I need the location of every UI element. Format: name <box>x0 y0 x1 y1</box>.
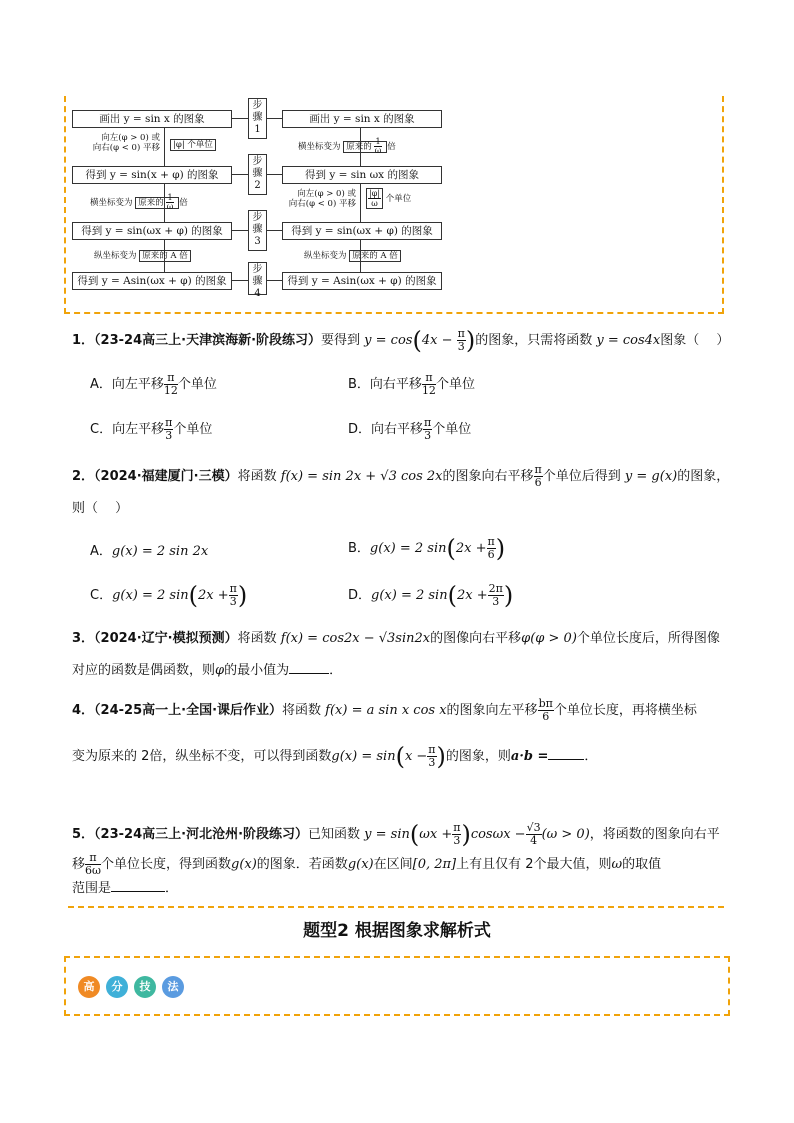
right-box-4: 得到 y = Asin(ωx + φ) 的图象 <box>282 272 442 290</box>
right-box-2: 得到 y = sin ωx 的图象 <box>282 166 442 184</box>
question-2-line2: 则（ ） <box>72 501 129 516</box>
question-4-line2: 变为原来的 2倍，纵坐标不变，可以得到函数g(x) = sin(x − $\frac{\pi}{3}$ )的图象，则a·b = ． <box>72 742 598 771</box>
right-shift-label: 向左(φ > 0) 或 向右(φ < 0) 平移 <box>288 189 356 209</box>
answer-blank[interactable] <box>548 759 584 760</box>
step-3: 步 骤 3 <box>248 210 267 251</box>
q1-option-a[interactable]: A．向左平移 $\frac{\pi}{12}$ 个单位 <box>90 371 217 397</box>
transformation-diagram <box>72 96 444 299</box>
left-shift-label: 向左(φ > 0) 或 向右(φ < 0) 平移 <box>92 133 160 153</box>
section-title: 题型2 根据图象求解析式 <box>303 921 491 941</box>
q1-option-b[interactable]: B．向右平移 $\frac{\pi}{12}$ 个单位 <box>348 371 475 397</box>
right-box-1: 画出 y = sin x 的图象 <box>282 110 442 128</box>
left-box-2: 得到 y = sin(x + φ) 的图象 <box>72 166 232 184</box>
question-4: 4．（24-25高一上·全国·课后作业）将函数 f(x) = a sin x cos x的图象向左平移 $\frac{b\pi}{6}$ 个单位长度，再将横坐标 <box>72 697 697 723</box>
left-scale-y-label: 纵坐标变为 原来的 A 倍 <box>94 251 191 261</box>
question-5: 5．（23-24高三上·河北沧州·阶段练习）已知函数 y = sin(ωx + $\frac{\pi}{3}$ )cosωx − $\frac{√3}{4}$ (ω > 0)，将函数的图象向右平 <box>72 820 720 849</box>
right-scale-y-label: 纵坐标变为 原来的 A 倍 <box>304 251 401 261</box>
right-scale-x-label: 横坐标变为 原来的 $\frac{1}{\omega}$ 倍 <box>298 137 396 155</box>
left-shift-units: |φ| 个单位 <box>170 140 216 150</box>
step-2: 步 骤 2 <box>248 154 267 195</box>
section-divider <box>68 906 724 908</box>
high-score-tips-badge <box>78 972 198 1002</box>
question-3-line2: 对应的函数是偶函数，则φ的最小值为 ． <box>72 663 343 678</box>
question-5-line2: 移 $\frac{\pi}{6\omega}$ 个单位长度，得到函数g(x)的图象．若函数g(x)在区间[0, 2π]上有且仅有 2个最大值，则ω的取值 <box>72 851 662 877</box>
left-box-1: 画出 y = sin x 的图象 <box>72 110 232 128</box>
q2-option-d[interactable]: D．g(x) = 2 sin(2x + $\frac{2\pi}{3}$ ) <box>348 581 514 610</box>
q2-option-a[interactable]: A．g(x) = 2 sin 2x <box>90 544 209 559</box>
badge-char-1: 高 <box>78 976 100 998</box>
question-3: 3．（2024·辽宁·模拟预测）将函数 f(x) = cos2x − √3sin2x的图像向右平移φ(φ > 0)个单位长度后，所得图像 <box>72 631 720 646</box>
badge-char-3: 技 <box>134 976 156 998</box>
step-1: 步 骤 1 <box>248 98 267 139</box>
q2-option-b[interactable]: B．g(x) = 2 sin(2x + $\frac{\pi}{6}$ ) <box>348 534 506 563</box>
q1-option-d[interactable]: D．向右平移 $\frac{\pi}{3}$ 个单位 <box>348 416 472 442</box>
left-box-3: 得到 y = sin(ωx + φ) 的图象 <box>72 222 232 240</box>
question-2: 2．（2024·福建厦门·三模）将函数 f(x) = sin 2x + √3 cos 2x的图象向右平移 $\frac{\pi}{6}$ 个单位后得到 y = g(x)的图象， <box>72 463 730 489</box>
badge-char-2: 分 <box>106 976 128 998</box>
question-5-line3: 范围是 ． <box>72 881 179 896</box>
step-4: 步 骤 4 <box>248 262 267 295</box>
q1-option-c[interactable]: C．向左平移 $\frac{\pi}{3}$ 个单位 <box>90 416 213 442</box>
left-scale-x-label: 横坐标变为 原来的 $\frac{1}{\omega}$ 倍 <box>90 193 188 211</box>
left-box-4: 得到 y = Asin(ωx + φ) 的图象 <box>72 272 232 290</box>
q2-option-c[interactable]: C．g(x) = 2 sin(2x + $\frac{\pi}{3}$ ) <box>90 581 248 610</box>
question-1: 1．（23-24高三上·天津滨海新·阶段练习）要得到 y = cos(4x − $\frac{\pi}{3}$ )的图象，只需将函数 y = cos4x图象（ ） <box>72 326 730 355</box>
badge-char-4: 法 <box>162 976 184 998</box>
right-box-3: 得到 y = sin(ωx + φ) 的图象 <box>282 222 442 240</box>
answer-blank[interactable] <box>289 673 329 674</box>
right-shift-units: $\frac{|\varphi|}{\omega}$ 个单位 <box>366 188 411 209</box>
answer-blank[interactable] <box>111 891 165 892</box>
